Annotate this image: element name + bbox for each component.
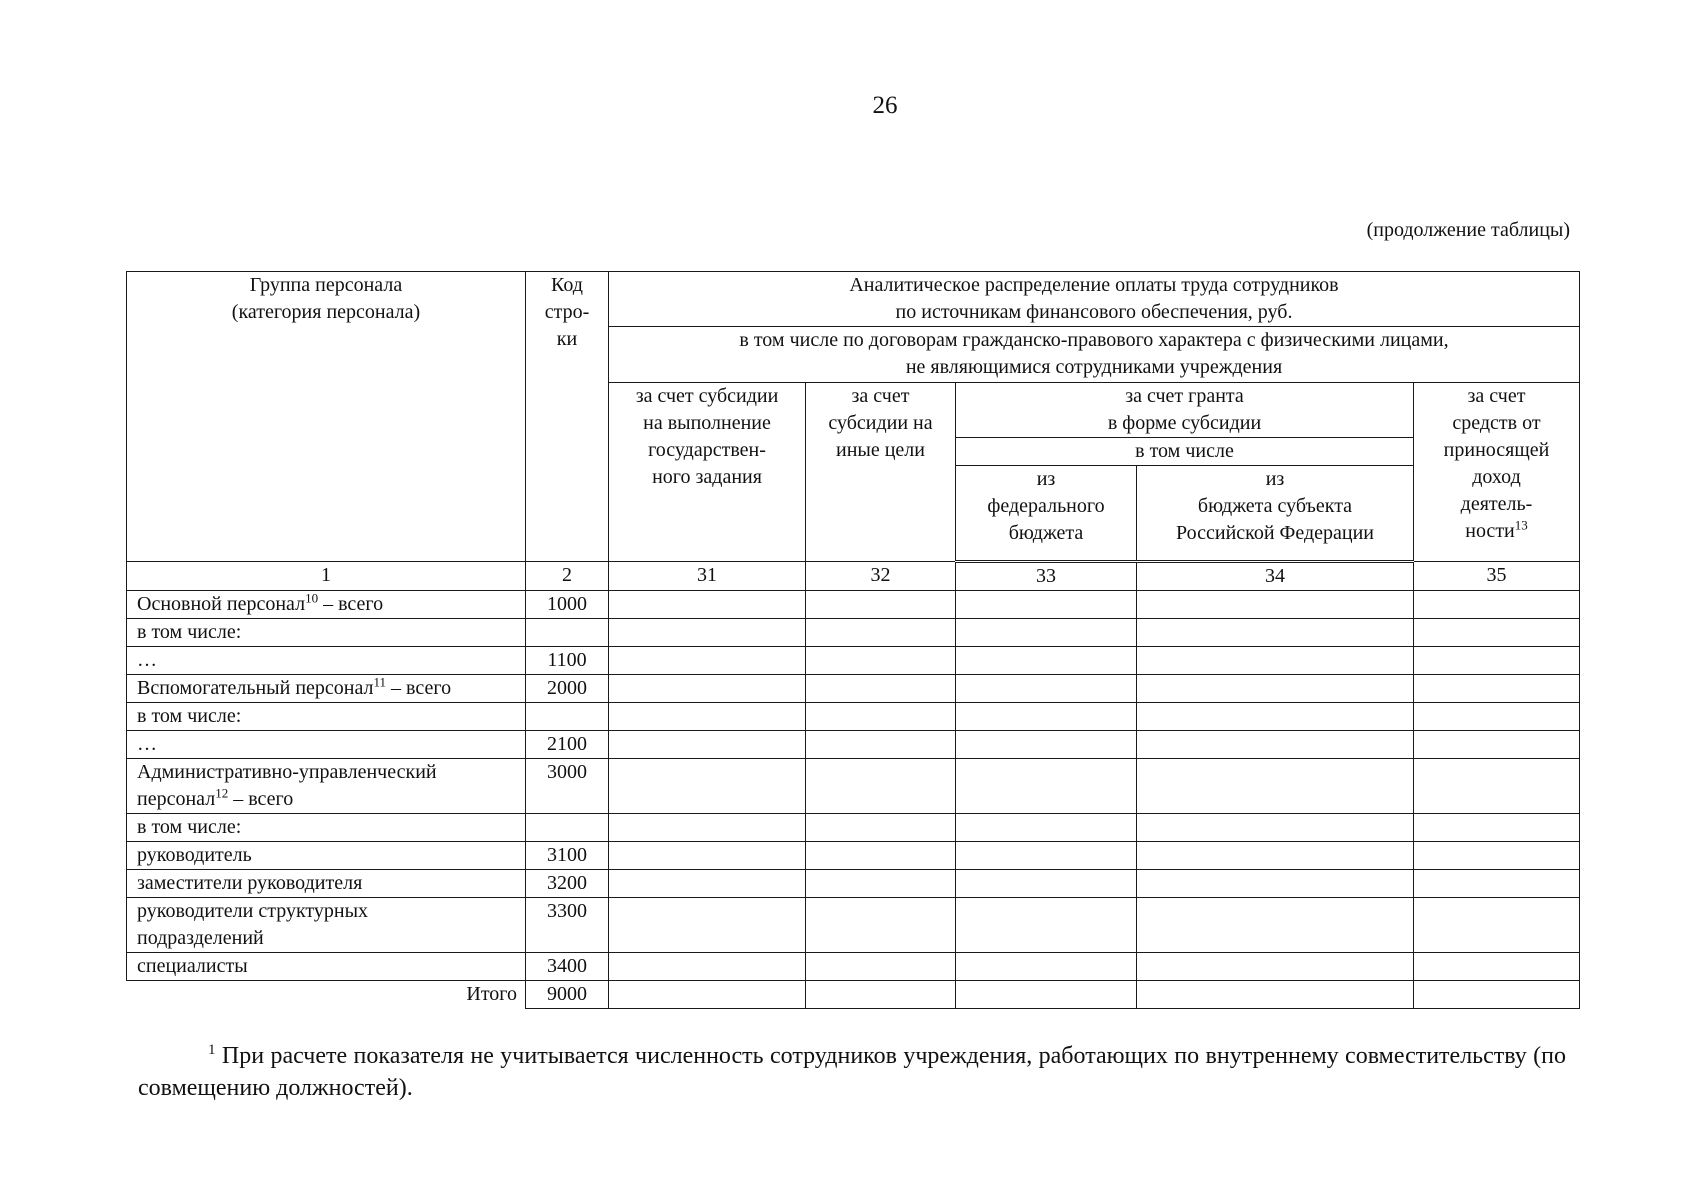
data-cell: [609, 759, 806, 814]
data-cell: [806, 591, 956, 619]
header-analytic: Аналитическое распределение оплаты труда сотрудников по источникам финансового обеспечения, руб.: [609, 272, 1580, 327]
data-cell: [806, 898, 956, 953]
header-group: Группа персонала (категория персонала): [127, 272, 526, 562]
row-label: в том числе:: [127, 703, 526, 731]
header-grant: за счет гранта в форме субсидии в том числе: [956, 383, 1414, 466]
table-row: [127, 647, 1580, 675]
data-cell: [956, 981, 1137, 1009]
data-cell: [1414, 898, 1580, 953]
data-cell: [1137, 981, 1414, 1009]
page-number: 26: [872, 92, 898, 119]
header-income: за счет средств от приносящей доход деятель- ности$^{13}$: [1414, 383, 1580, 562]
column-number: 33: [956, 562, 1137, 591]
data-cell: [956, 675, 1137, 703]
data-cell: [956, 898, 1137, 953]
row-code: 2100: [526, 731, 609, 759]
data-cell: [956, 731, 1137, 759]
data-cell: [609, 647, 806, 675]
total-row: [127, 981, 1580, 1009]
row-code: 1100: [526, 647, 609, 675]
column-number: 1: [127, 562, 526, 591]
row-label: заместители руководителя: [127, 870, 526, 898]
table-row: [127, 591, 1580, 619]
data-cell: [956, 842, 1137, 870]
data-cell: [1137, 953, 1414, 981]
header-subsidy-task: за счет субсидии на выполнение государствен- ного задания: [609, 383, 806, 562]
data-cell: [806, 647, 956, 675]
row-code: 3300: [526, 898, 609, 953]
data-cell: [1414, 981, 1580, 1009]
data-cell: [806, 703, 956, 731]
data-cell: [1137, 675, 1414, 703]
data-cell: [1414, 647, 1580, 675]
total-code: 9000: [526, 981, 609, 1009]
staff-payment-table: [126, 271, 1580, 1009]
column-number: 31: [609, 562, 806, 591]
table-continuation-note: (продолжение таблицы): [1366, 219, 1570, 241]
data-cell: [609, 953, 806, 981]
total-label: Итого: [127, 981, 526, 1009]
data-cell: [1414, 731, 1580, 759]
data-cell: [956, 591, 1137, 619]
data-cell: [1414, 842, 1580, 870]
data-cell: [1414, 870, 1580, 898]
data-cell: [1137, 591, 1414, 619]
header-contracts: в том числе по договорам гражданско-правового характера с физическими лицами, не являющимися сотрудниками учреждения: [609, 327, 1580, 383]
data-cell: [1414, 814, 1580, 842]
column-number: 34: [1137, 562, 1414, 591]
data-cell: [956, 703, 1137, 731]
row-code: [526, 814, 609, 842]
data-cell: [1414, 675, 1580, 703]
footnote: $^1$ При расчете показателя не учитывается численность сотрудников учреждения, работающих по внутреннему совместительству (по совмещению должностей).: [138, 1042, 1566, 1101]
data-cell: [609, 814, 806, 842]
row-label: …: [127, 647, 526, 675]
data-cell: [956, 759, 1137, 814]
data-cell: [806, 870, 956, 898]
data-cell: [1137, 870, 1414, 898]
row-code: 3400: [526, 953, 609, 981]
data-cell: [1414, 591, 1580, 619]
data-cell: [609, 842, 806, 870]
row-label: руководители структурных подразделений: [127, 898, 526, 953]
row-code: 3000: [526, 759, 609, 814]
data-cell: [806, 619, 956, 647]
data-cell: [1414, 953, 1580, 981]
column-number: 32: [806, 562, 956, 591]
header-including: в том числе: [956, 437, 1413, 465]
row-code: 2000: [526, 675, 609, 703]
table-row: [127, 759, 1580, 814]
data-cell: [609, 675, 806, 703]
row-label: в том числе:: [127, 814, 526, 842]
data-cell: [1137, 842, 1414, 870]
data-cell: [806, 814, 956, 842]
row-label: в том числе:: [127, 619, 526, 647]
column-number: 35: [1414, 562, 1580, 591]
data-cell: [806, 842, 956, 870]
table-row: [127, 814, 1580, 842]
row-code: 3100: [526, 842, 609, 870]
column-number: 2: [526, 562, 609, 591]
data-cell: [609, 981, 806, 1009]
data-cell: [609, 591, 806, 619]
data-cell: [1414, 759, 1580, 814]
header-code: Код стро- ки: [526, 272, 609, 562]
table-row: [127, 619, 1580, 647]
data-cell: [609, 703, 806, 731]
data-cell: [609, 898, 806, 953]
data-cell: [806, 981, 956, 1009]
table-row: [127, 953, 1580, 981]
row-code: [526, 619, 609, 647]
data-cell: [806, 759, 956, 814]
row-label: Вспомогательный персонал$^{11}$ – всего: [127, 675, 526, 703]
table-row: [127, 898, 1580, 953]
data-cell: [956, 647, 1137, 675]
data-cell: [1137, 898, 1414, 953]
row-label: Административно-управленческий персонал$^{12}$ – всего: [127, 759, 526, 814]
data-cell: [806, 731, 956, 759]
row-label: …: [127, 731, 526, 759]
data-cell: [1414, 619, 1580, 647]
data-cell: [609, 619, 806, 647]
data-cell: [1137, 703, 1414, 731]
row-code: 3200: [526, 870, 609, 898]
data-cell: [1137, 759, 1414, 814]
table-row: [127, 842, 1580, 870]
table-row: [127, 703, 1580, 731]
header-subsidy-other: за счет субсидии на иные цели: [806, 383, 956, 562]
header-federal: из федерального бюджета: [956, 466, 1137, 562]
data-cell: [956, 953, 1137, 981]
data-cell: [1137, 731, 1414, 759]
data-cell: [609, 870, 806, 898]
data-cell: [806, 675, 956, 703]
column-number-row: [127, 562, 1580, 591]
data-cell: [609, 731, 806, 759]
header-subject: из бюджета субъекта Российской Федерации: [1137, 466, 1414, 562]
row-code: 1000: [526, 591, 609, 619]
row-label: специалисты: [127, 953, 526, 981]
row-label: Основной персонал$^{10}$ – всего: [127, 591, 526, 619]
data-cell: [1137, 647, 1414, 675]
table-row: [127, 870, 1580, 898]
data-cell: [1414, 703, 1580, 731]
data-cell: [1137, 619, 1414, 647]
table-row: [127, 675, 1580, 703]
row-code: [526, 703, 609, 731]
data-cell: [956, 619, 1137, 647]
row-label: руководитель: [127, 842, 526, 870]
data-cell: [956, 814, 1137, 842]
data-cell: [806, 953, 956, 981]
data-cell: [956, 870, 1137, 898]
data-cell: [1137, 814, 1414, 842]
table-row: [127, 731, 1580, 759]
